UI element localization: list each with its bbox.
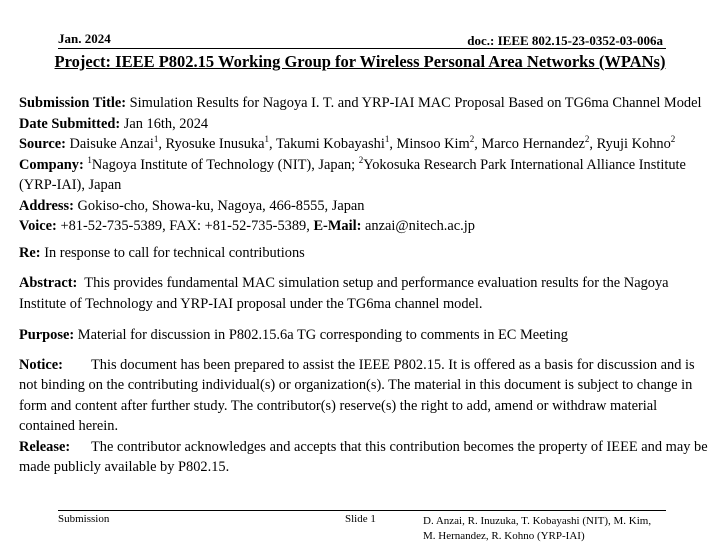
- footer-submission: Submission: [58, 513, 110, 525]
- voice-value: +81-52-735-5389, FAX: +81-52-735-5389,: [60, 218, 310, 234]
- company-name: Yokosuka Research Park International Alliance Institute (YRP-IAI), Japan: [19, 156, 686, 193]
- header-date: Jan. 2024: [58, 31, 111, 46]
- author-affiliation: 1: [264, 134, 269, 145]
- address-label: Address:: [19, 197, 74, 214]
- source-label: Source:: [19, 136, 66, 152]
- release-value: The contributor acknowledges and accepts that this contribution becomes the property of IEEE and may be made publicly available by P802.15.: [19, 438, 708, 475]
- company-name: Nagoya Institute of Technology (NIT), Japan;: [91, 156, 356, 173]
- abstract-label: Abstract:: [19, 275, 78, 291]
- purpose-line: [19, 325, 715, 346]
- address-value: Gokiso-cho, Showa-ku, Nagoya, 466-8555, Japan: [77, 197, 365, 214]
- date-submitted-label: Date Submitted:: [19, 115, 121, 132]
- author-name: Daisuke Anzai: [69, 136, 154, 152]
- purpose-value: Material for discussion in P802.15.6a TG corresponding to comments in EC Meeting: [77, 327, 568, 343]
- author-affiliation: 2: [469, 134, 475, 145]
- footer-slide-number: Slide 1: [345, 513, 376, 525]
- re-value: In response to call for technical contributions: [44, 244, 305, 261]
- notice-label: Notice:: [19, 356, 63, 373]
- submission-title-line: [19, 93, 715, 114]
- header-divider: [58, 48, 666, 49]
- header-doc-id: doc.: IEEE 802.15-23-0352-03-006a: [467, 33, 663, 48]
- voice-line: [19, 216, 715, 237]
- purpose-label: Purpose:: [19, 327, 75, 343]
- company-line: [19, 155, 715, 196]
- author-name: Ryuji Kohno: [596, 136, 671, 152]
- abstract-paragraph: [19, 273, 715, 314]
- submission-title-label: Submission Title:: [19, 95, 127, 111]
- author-name: Ryosuke Inusuka: [165, 136, 265, 152]
- author-name: Marco Hernandez: [481, 136, 585, 152]
- address-line: [19, 196, 715, 217]
- re-line: [19, 243, 715, 264]
- footer-divider: [58, 510, 666, 511]
- footer-authors-line: D. Anzai, R. Inuzuka, T. Kobayashi (NIT), M. Kim,: [423, 515, 652, 527]
- author-affiliation: 2: [584, 134, 590, 145]
- author-name: Minsoo Kim: [396, 136, 470, 152]
- email-value: anzai@nitech.ac.jp: [365, 218, 475, 234]
- email-label: E-Mail:: [313, 218, 362, 234]
- company-number: 2: [358, 154, 364, 165]
- company-label: Company:: [19, 156, 84, 173]
- author-affiliation: 1: [384, 134, 390, 145]
- notice-paragraph: [19, 355, 715, 437]
- release-paragraph: [19, 437, 715, 478]
- author-affiliation: 2: [670, 134, 676, 145]
- footer-authors-line: M. Hernandez, R. Kohno (YRP-IAI): [423, 530, 585, 542]
- re-label: Re:: [19, 244, 41, 261]
- company-number: 1: [87, 154, 92, 165]
- slide-body: [19, 93, 715, 478]
- date-submitted-line: [19, 114, 715, 135]
- submission-title-value: Simulation Results for Nagoya I. T. and YRP-IAI MAC Proposal Based on TG6ma Channel Model: [129, 95, 702, 111]
- notice-value: This document has been prepared to assist the IEEE P802.15. It is offered as a basis for discussion and is not binding on the contributing individual(s) or organization(s). The material in this document is subject to change in form and content after further study. The contributor(s) reserve(s) the right to add, amend or withdraw material contained herein.: [19, 356, 695, 434]
- release-label: Release:: [19, 438, 71, 455]
- project-title: Project: IEEE P802.15 Working Group for Wireless Personal Area Networks (WPANs): [54, 52, 666, 71]
- date-submitted-value: Jan 16th, 2024: [123, 115, 209, 132]
- author-name: Takumi Kobayashi: [275, 136, 385, 152]
- source-line: Source: Daisuke Anzai$^1$, Ryosuke Inusuka$^1$, Takumi Kobayashi$^1$, Minsoo Kim$^2$, Marco Hernandez$^2$, Ryuji Kohno$^2$: [19, 134, 676, 152]
- voice-label: Voice:: [19, 218, 57, 234]
- abstract-value: This provides fundamental MAC simulation setup and performance evaluation results for the Nagoya Institute of Technology and YRP-IAI proposal under the TG6ma channel model.: [19, 275, 669, 312]
- author-affiliation: 1: [153, 134, 159, 145]
